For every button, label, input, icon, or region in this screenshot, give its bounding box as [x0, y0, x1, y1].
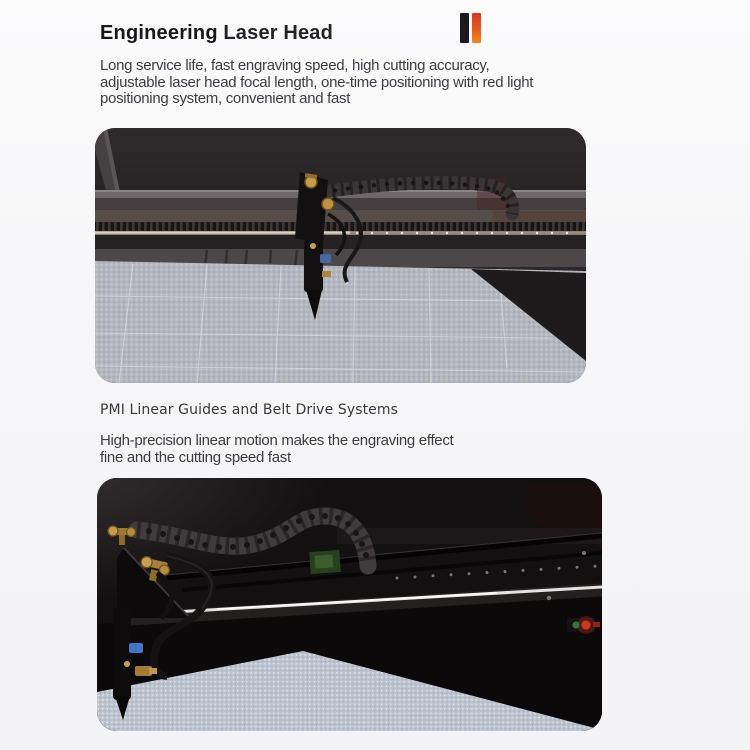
description-line: High-precision linear motion makes the engraving effect: [100, 432, 454, 449]
laser-head-photo-art: [95, 128, 586, 383]
title-word-head: Head: [283, 22, 334, 44]
guides-description: [100, 433, 453, 466]
description-line: adjustable laser head focal length, one-time positioning with red light: [100, 73, 534, 91]
accent-bar-orange-icon: [472, 13, 481, 43]
description-line: fine and the cutting speed fast: [100, 448, 291, 466]
guides-caption: PMI Linear Guides and Belt Drive Systems: [100, 402, 399, 418]
linear-guide-photo: [97, 478, 602, 731]
title-word-laser: Laser: [223, 22, 278, 44]
laser-head-photo: [95, 128, 586, 383]
title-accent-bars: [460, 13, 484, 43]
accent-bar-black-icon: [460, 13, 469, 43]
description-line: positioning system, convenient and fast: [100, 90, 351, 108]
description-line: Long service life, fast engraving speed, high cutting accuracy,: [100, 57, 490, 74]
title-word-engineering: Engineering: [100, 22, 218, 44]
page-title: [100, 22, 333, 45]
laser-head-description: [100, 58, 533, 108]
linear-guide-photo-art: [97, 478, 602, 731]
